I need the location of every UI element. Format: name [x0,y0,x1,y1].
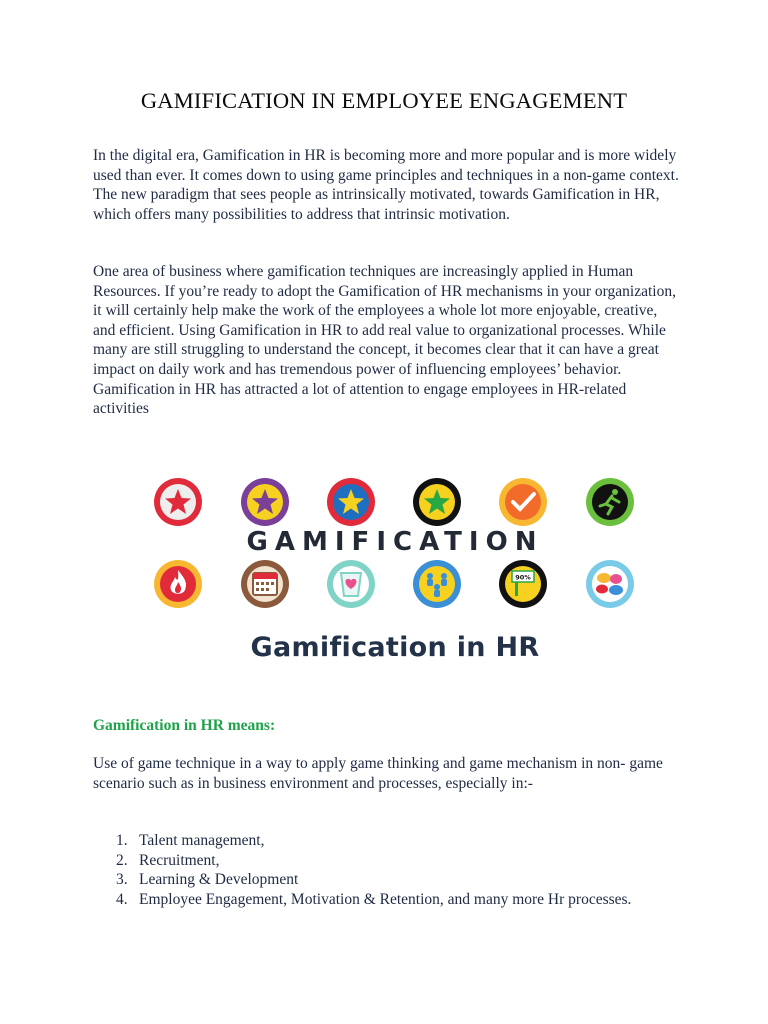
gamification-wordmark: GAMIFICATION [246,527,544,557]
list-text: Talent management, [139,832,265,849]
heart-glass-icon [327,560,375,608]
section-heading: Gamification in HR means: [93,717,276,734]
red-star-icon [154,478,202,526]
page-title: GAMIFICATION IN EMPLOYEE ENGAGEMENT [140,88,628,113]
gamification-figure [138,474,652,674]
calendar-icon [241,560,289,608]
checkmark-icon [499,478,547,526]
sign-icon [499,560,547,608]
yellow-star-icon [327,478,375,526]
list-number: 2. [116,851,128,869]
list-item [93,831,676,851]
hr-process-list [93,831,676,909]
list-text: Learning & Development [139,871,299,889]
list-number: 1. [116,832,128,849]
definition-paragraph: Use of game technique in a way to apply game thinking and game mechanism in non- game scenario such as in business environment and processes, especially in:- [93,755,663,792]
list-number: 4. [116,890,128,908]
list-text: Employee Engagement, Motivation & Retention, and many more Hr processes. [139,890,632,908]
sign-label: 90% [515,573,531,582]
team-icon [413,560,461,608]
list-item [93,851,676,871]
list-item [93,870,676,890]
green-star-icon [413,478,461,526]
intro-paragraph: In the digital era, Gamification in HR is becoming more and more popular and is more widely used than ever. It comes down to using game principles and techniques in a non-game context. The new paradigm that sees people as intrinsically motivated, towards Gamification in HR, which offers many possibilities to address that intrinsic motivation. [93,147,679,223]
figure-caption: Gamification in HR [250,632,540,663]
body-paragraph: One area of business where gamification techniques are increasingly applied in Human Resources. If you’re ready to adopt the Gamification of HR mechanisms in your organization, it will certainly help make the work of the employees a whole lot more enjoyable, creative, and efficient. Using Gamification in HR to add real value to organizational processes. While many are still struggling to understand the concept, it becomes clear that it can have a great impact on daily work and has tremendous power of influencing employees’ behavior. Gamification in HR has attracted a lot of attention to engage employees in HR-related activities [93,263,676,418]
badge-row-top [138,476,652,528]
purple-star-icon [241,478,289,526]
list-text: Recruitment, [139,851,220,869]
chat-bubbles-icon [586,560,634,608]
list-number: 3. [116,871,128,889]
flame-icon [154,560,202,608]
list-item [93,890,676,910]
runner-icon [586,478,634,526]
badge-row-bottom [138,558,652,610]
